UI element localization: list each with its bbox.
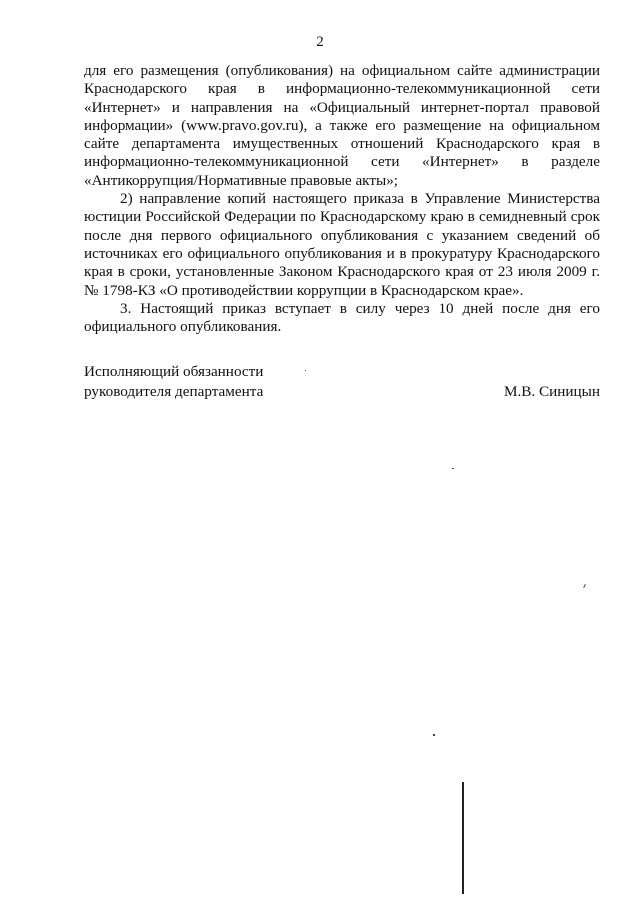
signature-name: М.В. Синицын: [504, 383, 600, 400]
signature-position-line2: руководителя департамента: [84, 383, 264, 400]
scan-speck: [433, 734, 435, 736]
paragraph-2: 2) направление копий настоящего приказа в Управление Министерства юстиции Российской Федерации по Краснодарскому краю в семидневный срок после дня первого официального опубликования с указанием сведений об источниках его официального опубликования и в прокуратуру Краснодарского края в сроки, установленные Законом Краснодарского края от 23 июля 2009 г. № 1798-КЗ «О противодействии коррупции в Краснодарском крае».: [84, 190, 600, 299]
scan-speck: [583, 584, 586, 588]
page-number: 2: [316, 34, 324, 50]
margin-line: [462, 782, 464, 894]
scan-speck: [305, 370, 306, 371]
signature-block: [84, 362, 600, 402]
signature-position-line1: Исполняющий обязанности: [84, 363, 264, 380]
document-body: [84, 62, 600, 336]
paragraph-3: 3. Настоящий приказ вступает в силу через 10 дней после дня его официального опубликования.: [84, 299, 600, 336]
paragraph-1: для его размещения (опубликования) на официальном сайте администрации Краснодарского края в информационно-телекоммуникационной сети «Интернет» и направления на «Официальный интернет-портал правовой информации» (www.pravo.gov.ru), а также его размещение на официальном сайте департамента имущественных отношений Краснодарского края в информационно-телекоммуникационной сети «Интернет» в разделе «Антикоррупция/Нормативные правовые акты»;: [84, 62, 600, 189]
scan-speck: [452, 468, 454, 469]
